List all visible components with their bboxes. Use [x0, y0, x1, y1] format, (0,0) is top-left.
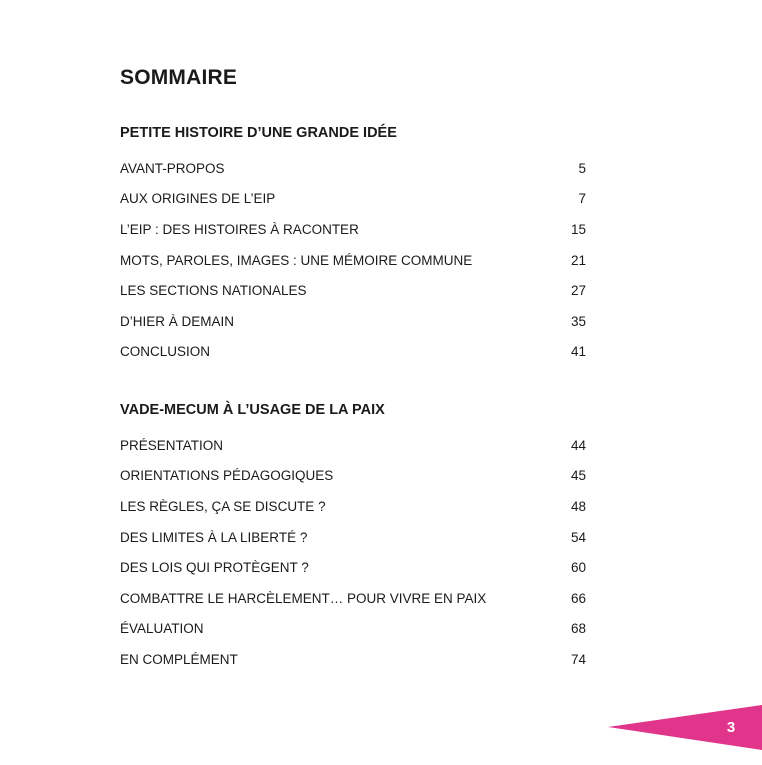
- toc-section-vade-mecum: [120, 399, 586, 675]
- toc-entry[interactable]: [120, 522, 586, 553]
- toc-entry-page: 27: [570, 283, 586, 299]
- toc-entry[interactable]: [120, 337, 586, 368]
- toc-entry-page: 60: [570, 560, 586, 576]
- toc-entry[interactable]: [120, 552, 586, 583]
- toc-entry-page: 74: [570, 651, 586, 667]
- page-number: 3: [726, 719, 736, 736]
- toc-entries: [120, 153, 586, 367]
- toc-entry-title: CONCLUSION: [120, 344, 211, 360]
- toc-entry-title: LES RÈGLES, ÇA SE DISCUTE ?: [120, 498, 326, 514]
- toc-entry[interactable]: [120, 491, 586, 522]
- toc-entry-title: L’EIP : DES HISTOIRES À RACONTER: [120, 221, 359, 237]
- toc-entry-page: 15: [570, 221, 586, 237]
- toc-entry-page: 44: [570, 437, 586, 453]
- toc-entry-page: 21: [570, 252, 586, 268]
- toc-entry[interactable]: [120, 583, 586, 614]
- toc-entry-page: 35: [570, 313, 586, 329]
- toc-section-history: [120, 122, 586, 367]
- toc-entry[interactable]: [120, 184, 586, 215]
- toc-entry[interactable]: [120, 153, 586, 184]
- toc-entry-title: EN COMPLÉMENT: [120, 651, 238, 667]
- section-heading: PETITE HISTOIRE D’UNE GRANDE IDÉE: [120, 125, 397, 141]
- toc-entries: [120, 430, 586, 675]
- toc-entry-title: AVANT-PROPOS: [120, 160, 225, 176]
- toc-entry[interactable]: [120, 644, 586, 675]
- toc-entry-page: 66: [570, 590, 586, 606]
- toc-entry-page: 41: [570, 344, 586, 360]
- toc-entry[interactable]: [120, 245, 586, 276]
- toc-entry-title: DES LOIS QUI PROTÈGENT ?: [120, 560, 309, 576]
- toc-entry-title: MOTS, PAROLES, IMAGES : UNE MÉMOIRE COMMUNE: [120, 252, 473, 268]
- toc-entry-page: 7: [578, 191, 586, 207]
- toc-entry[interactable]: [120, 275, 586, 306]
- toc-entry-title: D’HIER À DEMAIN: [120, 313, 235, 329]
- toc-entry-title: DES LIMITES À LA LIBERTÉ ?: [120, 529, 308, 545]
- toc-entry-page: 5: [578, 160, 586, 176]
- toc-entry[interactable]: [120, 306, 586, 337]
- toc-entry-title: COMBATTRE LE HARCÈLEMENT… POUR VIVRE EN PAIX: [120, 590, 487, 606]
- toc-entry-page: 54: [570, 529, 586, 545]
- section-heading: VADE-MECUM À L’USAGE DE LA PAIX: [120, 402, 385, 418]
- toc-entry-title: LES SECTIONS NATIONALES: [120, 283, 307, 299]
- toc-entry[interactable]: [120, 214, 586, 245]
- page-title: SOMMAIRE: [120, 66, 238, 89]
- toc-entry-title: AUX ORIGINES DE L’EIP: [120, 191, 276, 207]
- toc-entry[interactable]: [120, 461, 586, 492]
- toc-entry-page: 48: [570, 498, 586, 514]
- toc-entry[interactable]: [120, 430, 586, 461]
- toc-entry[interactable]: [120, 614, 586, 645]
- toc-entry-title: PRÉSENTATION: [120, 437, 224, 453]
- toc-entry-title: ORIENTATIONS PÉDAGOGIQUES: [120, 468, 334, 484]
- toc-entry-page: 45: [570, 468, 586, 484]
- toc-entry-title: ÉVALUATION: [120, 621, 204, 637]
- page-number-tab: [608, 705, 762, 750]
- toc-entry-page: 68: [570, 621, 586, 637]
